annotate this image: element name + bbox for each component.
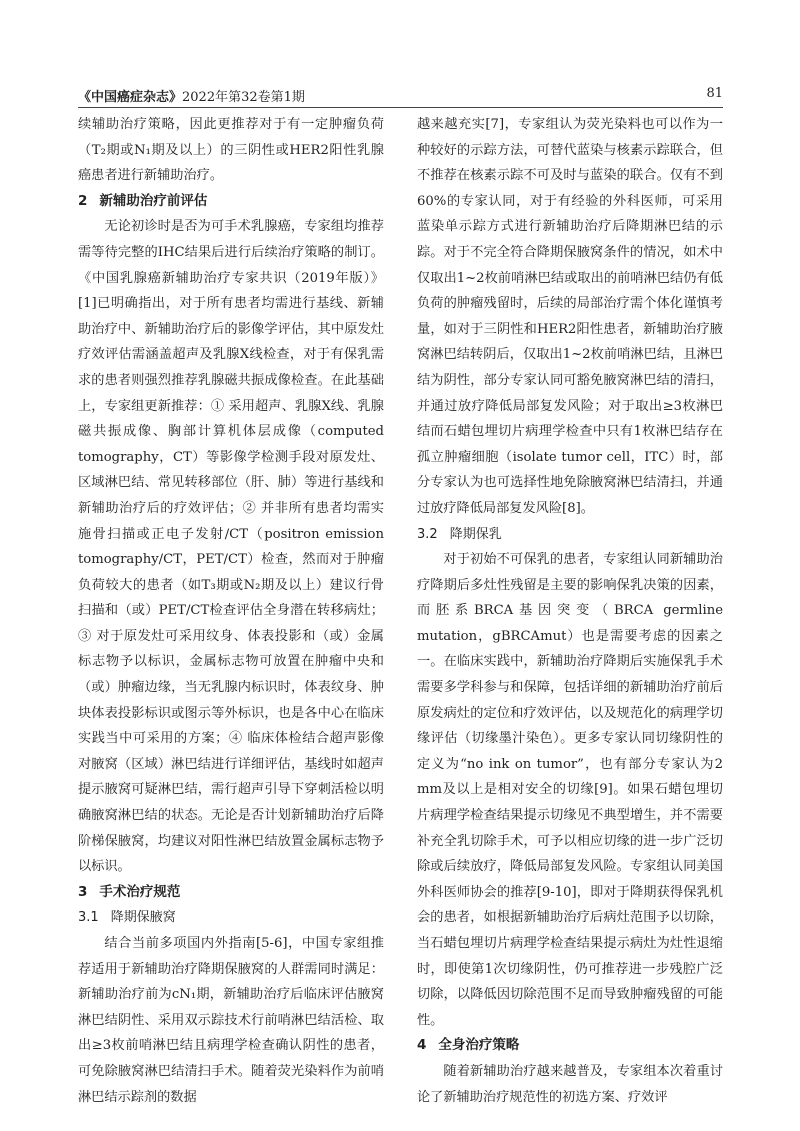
section-title: 新辅助治疗前评估 [99,192,208,209]
section-heading-2 [78,189,384,215]
section-number: 3 [78,883,88,900]
left-column [78,112,384,1112]
section-title: 全身治疗策略 [438,1037,520,1054]
subsection-title: 降期保乳 [449,526,502,542]
section-title: 手术治疗规范 [99,883,181,900]
section-heading-4 [417,1033,723,1059]
subsection-number: 3.2 [417,526,438,542]
paragraph-breast-conservation: 对于初始不可保乳的患者，专家组认同新辅助治疗降期后多灶性残留是主要的影响保乳决策的因素，而胚系BRCA基因突变（BRCA germline mutation，gBRCAmut）也是需要考虑的因素之一。在临床实践中，新辅助治疗降期后实施保乳手术需要多学科参与和保障，包括详细的新辅助治疗前后原发病灶的定位和疗效评估，以及规范化的病理学切缘评估（切缘墨汁染色）。更多专家认同切缘阴性的定义为“no ink on tumor”，也有部分专家认为2 mm及以上是相对安全的切缘[9]。如果石蜡包埋切片病理学检查结果提示切缘见不典型增生，并不需要补充全乳切除手术，可予以相应切缘的进一步广泛切除或后续放疗，降低局部复发风险。专家组认同美国外科医师协会的推荐[9-10]，即对于降期获得保乳机会的患者，如根据新辅助治疗后病灶范围予以切除，当石蜡包埋切片病理学检查结果提示病灶为灶性退缩时，即使第1次切缘阴性，仍可推荐进一步残腔广泛切除，以降低因切除范围不足而导致肿瘤残留的可能性。 [417,552,723,1028]
subsection-heading-3-1 [78,905,384,931]
paragraph-axilla-downstaging: 结合当前多项国内外指南[5-6]，中国专家组推荐适用于新辅助治疗降期保腋窝的人群需同时满足：新辅助治疗前为cN₁期，新辅助治疗后临床评估腋窝淋巴结阴性、采用双示踪技术行前哨淋巴结活检、取出≥3枚前哨淋巴结且病理学检查确认阴性的患者，可免除腋窝淋巴结清扫手术。随着荧光染料作为前哨淋巴结示踪剂的数据 [78,936,384,1105]
paragraph-pre-assessment: 无论初诊时是否为可手术乳腺癌，专家组均推荐需等待完整的IHC结果后进行后续治疗策略的制订。《中国乳腺癌新辅助治疗专家共识（2019年版）》[1]已明确指出，对于所有患者均需进行基线、新辅助治疗中、新辅助治疗后的影像学评估，其中原发灶疗效评估需涵盖超声及乳腺X线检查，对于有保乳需求的患者则强烈推荐乳腺磁共振成像检查。在此基础上，专家组更新推荐：① 采用超声、乳腺X线、乳腺磁共振成像、胸部计算机体层成像（computed tomography，CT）等影像学检测手段对原发灶、区域淋巴结、常见转移部位（肝、肺）等进行基线和新辅助治疗后的疗效评估；② 并非所有患者均需实施骨扫描或正电子发射/CT（positron emission tomography/CT，PET/CT）检查，然而对于肿瘤负荷较大的患者（如T₃期或N₂期及以上）建议行骨扫描和（或）PET/CT检查评估全身潜在转移病灶；③ 对于原发灶可采用纹身、体表投影和（或）金属标志物予以标识，金属标志物可放置在肿瘤中央和（或）肿瘤边缘，当无乳腺内标识时，体表纹身、肿块体表投影标识或图示等外标识，也是各中心在临床实践当中可采用的方案；④ 临床体检结合超声影像对腋窝（区域）淋巴结进行详细评估，基线时如超声提示腋窝可疑淋巴结，需行超声引导下穿刺活检以明确腋窝淋巴结的状态。无论是否计划新辅助治疗后降阶梯保腋窝，均建议对阳性淋巴结放置金属标志物予以标识。 [78,219,384,875]
right-column [417,112,723,1112]
page-number: 81 [706,86,723,101]
paragraph-continued: 续辅助治疗策略，因此更推荐对于有一定肿瘤负荷（T₂期或N₁期及以上）的三阴性或HER2阳性乳腺癌患者进行新辅助治疗。 [78,117,384,184]
journal-name: 《中国癌症杂志》 [78,90,183,105]
subsection-number: 3.1 [78,910,99,926]
subsection-title: 降期保腋窝 [110,910,176,926]
journal-issue: 2022年第32卷第1期 [182,90,305,105]
section-heading-3 [78,880,384,906]
header-rule [78,107,723,108]
running-header [78,84,723,106]
section-number: 4 [417,1037,427,1054]
subsection-heading-3-2 [417,522,723,548]
journal-title [78,86,305,105]
paragraph-continued: 越来越充实[7]，专家组认为荧光染料也可以作为一种较好的示踪方法，可替代蓝染与核素示踪联合，但不推荐在核素示踪不可及时与蓝染的联合。仅有不到60%的专家认同，对于有经验的外科医师，可采用蓝染单示踪方式进行新辅助治疗后降期淋巴结的示踪。对于不完全符合降期保腋窝条件的情况，如术中仅取出1~2枚前哨淋巴结或取出的前哨淋巴结仍有低负荷的肿瘤残留时，后续的局部治疗需个体化谨慎考量，如对于三阴性和HER2阳性患者，新辅助治疗腋窝淋巴结转阴后，仅取出1~2枚前哨淋巴结，且淋巴结为阴性，部分专家认同可豁免腋窝淋巴结的清扫，并通过放疗降低局部复发风险；对于取出≥3枚淋巴结而石蜡包埋切片病理学检查中只有1枚淋巴结存在孤立肿瘤细胞（isolate tumor cell，ITC）时，部分专家认为也可选择性地免除腋窝淋巴结清扫，并通过放疗降低局部复发风险[8]。 [417,117,723,516]
section-number: 2 [78,192,88,209]
paragraph-systemic-therapy: 随着新辅助治疗越来越普及，专家组本次着重讨论了新辅助治疗规范性的初选方案、疗效评 [417,1063,723,1105]
